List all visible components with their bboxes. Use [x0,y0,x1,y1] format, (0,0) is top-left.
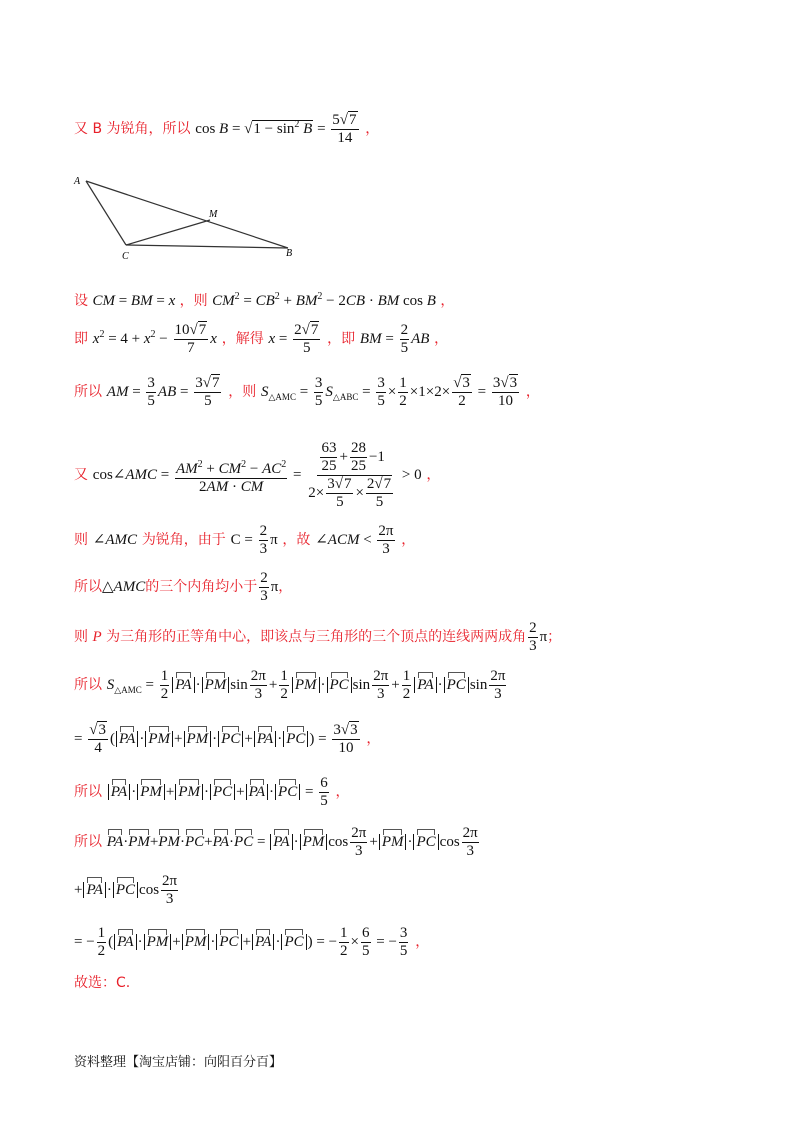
point-b-label: B [286,248,293,259]
line-1: 又 B 为锐角，所以 $\cos B = √1 - \sin^2 B$ = $\frac{5√7}{14}$ ， [74,112,380,146]
line-7: 所以△AMC的三个内角均小于 $\frac{2}{3}$ π， [74,570,293,604]
line-12: 所以 PA·PM+PM·PC+PA·PC = PA · PM cos $\frac{2\pi}{3}$ + PM · PC cos $\frac{2\pi}{3}$ [74,825,478,859]
line-5: 又 cos∠AMC = $\frac{AM^2 + CM^2 - AC^2}{2AM \cdot CM}$ = $\frac{63}{25}$ + $\frac{28}{25}$ −1 2× $\frac{3√7}{5}$ × $\frac{2√7}{5}$ > 0 ， [74,440,441,510]
line-8: 则 P 为三角形的正等角中心，即该点与三角形的三个顶点的连线两两成角 $\frac{2}{3}$ π； [74,620,562,654]
point-m-label: M [209,209,218,220]
line-1-text: 又 B 为锐角，所以 [74,120,191,137]
line-9: 所以 $S_{\triangle AMC}$ = $\frac{1}{2}$ PA · PM sin $\frac{2\pi}{3}$ + $\frac{1}{2}$ PM · PC sin $\frac{2\pi}{3}$ + $\frac{1}{2}$ PA · PC sin $\frac{2\pi}{3}$ [74,668,506,702]
line-10: = $\frac{√3}{4}$ ( PA · PM + PM · PC + PA · PC ) = $\frac{3√3}{10}$ ， [74,722,381,756]
line-4: 所以 AM = $\frac{3}{5}$ AB = $\frac{3√7}{5}$ ，则 $S_{\triangle AMC}$ = $\frac{3}{5}$ $S_{\triangle ABC}$ = $\frac{3}{5}$ × $\frac{1}{2}$ ×1×2× $\frac{√3}{2}$ = $\frac{3√3}{10}$ ， [74,375,540,409]
line-3: 即 $x^2 = 4 + x^2$ − $\frac{10√7}{7}$ x ，解得 x = $\frac{2√7}{5}$ ，即 BM = $\frac{2}{5}$ AB ， [74,322,449,356]
triangle-figure [70,170,310,265]
line-6: 则 ∠AMC 为锐角，由于 C = $\frac{2}{3}$ π ，故 ∠ACM < $\frac{2\pi}{3}$ ， [74,523,416,557]
line-14: = − $\frac{1}{2}$ ( PA · PM + PM · PC + PA · PC ) = − $\frac{1}{2}$ × $\frac{6}{5}$ = − $\frac{3}{5}$ ， [74,925,430,959]
point-c-label: C [122,251,129,262]
line-15 [74,972,130,993]
point-a-label: A [74,176,81,187]
footer-text: 资料整理【淘宝店铺：向阳百分百】 [74,1055,283,1070]
line-13: + PA · PC cos $\frac{2\pi}{3}$ [74,873,178,907]
answer-text: 故选：C. [74,975,131,991]
line-2: 设 CM = BM = x ，则 $CM^2 = CB^2 + BM^2 - 2CB$ · BM cos B ， [74,291,455,309]
line-1-equation: $\cos B = √1 - \sin^2 B$ = $\frac{5√7}{14}$ [195,112,357,146]
line-11: 所以 PA · PM + PM · PC + PA · PC = $\frac{6}{5}$ ， [74,775,350,809]
